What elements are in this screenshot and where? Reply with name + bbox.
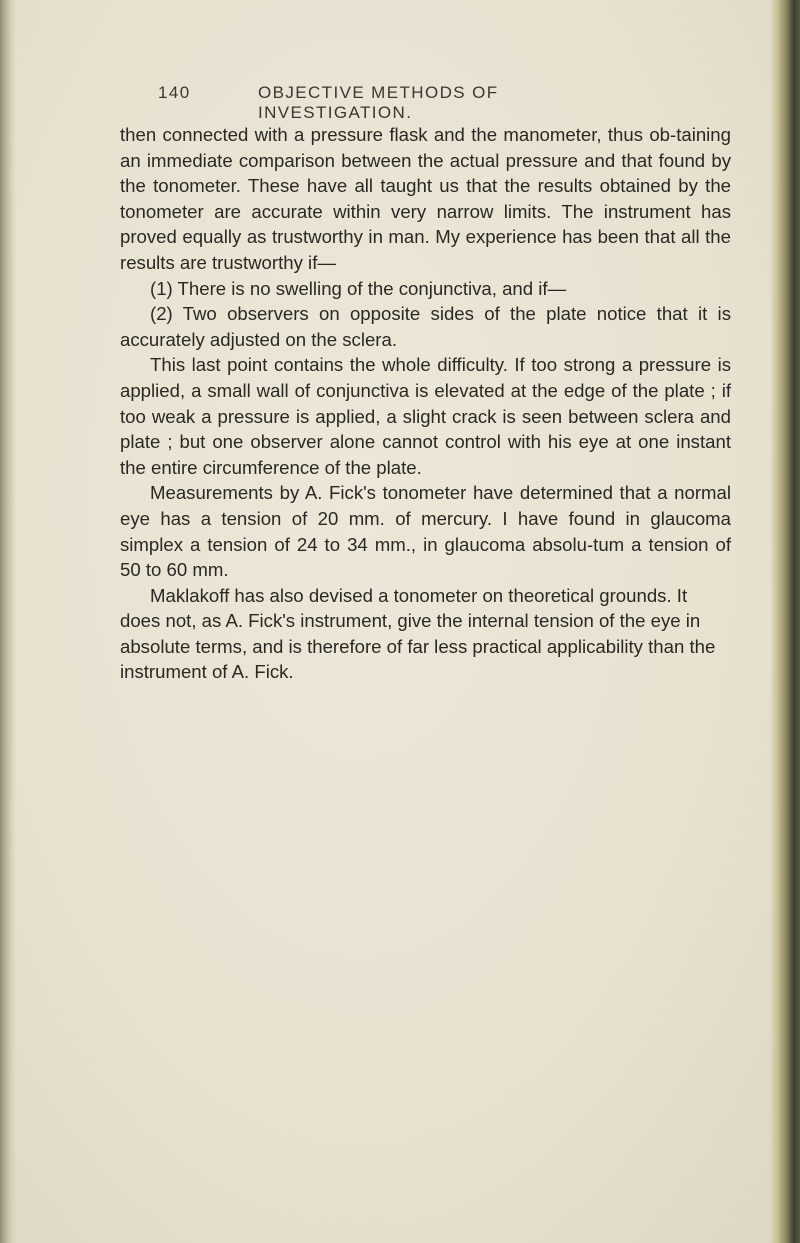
body-text xyxy=(120,122,731,685)
paragraph: (1) There is no swelling of the conjunctiva, and if— xyxy=(150,277,567,299)
page-left-edge xyxy=(0,0,16,1243)
paragraph: This last point contains the whole difficulty. If too strong a pressure is applied, a small wall of conjunctiva is elevated at the edge of the plate ; if too weak a pressure is applied, a slight crack is seen between sclera and plate ; but one observer alone cannot control with his eye at one instant the entire circumference of the plate. xyxy=(120,354,731,478)
paragraph: (2) Two observers on opposite sides of the plate notice that it is accurately adjusted on the sclera. xyxy=(120,303,731,350)
page-right-edge xyxy=(770,0,800,1243)
paragraph: Measurements by A. Fick's tonometer have determined that a normal eye has a tension of 20 mm. of mercury. I have found in glaucoma simplex a tension of 24 to 34 mm., in glaucoma absolu-tum a tension of 50 to 60 mm. xyxy=(120,482,731,581)
paragraph: then connected with a pressure flask and the manometer, thus ob-taining an immediate comparison between the actual pressure and that found by the tonometer. These have all taught us that the results obtained by the tonometer are accurate within very narrow limits. The instrument has proved equally as trustworthy in man. My experience has been that all the results are trustworthy if— xyxy=(120,124,731,273)
running-title: OBJECTIVE METHODS OF INVESTIGATION. xyxy=(258,83,499,122)
page-header xyxy=(158,83,618,122)
paragraph: Maklakoff has also devised a tonometer on theoretical grounds. It does not, as A. Fick's instrument, give the internal tension of the eye in absolute terms, and is therefore of far less practical applicability than the instrument of A. Fick. xyxy=(120,584,716,683)
page-number: 140 xyxy=(158,83,191,102)
